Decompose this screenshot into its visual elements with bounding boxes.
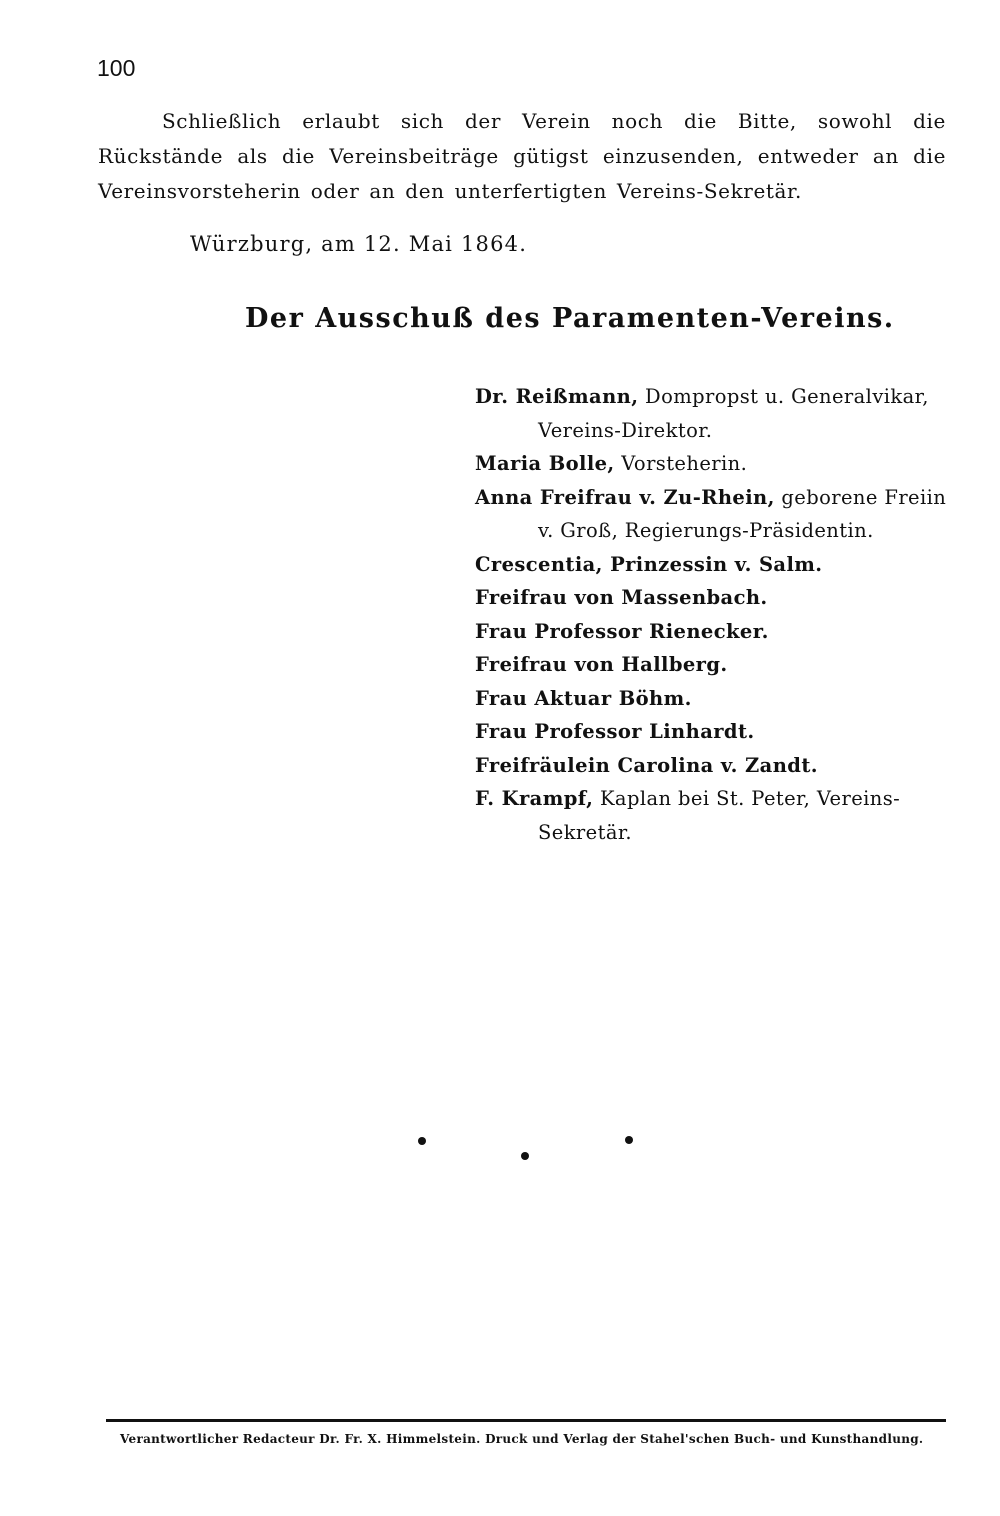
member-entry (475, 782, 955, 849)
signature-heading: Der Ausschuß des Paramenten-Vereins. (245, 303, 895, 334)
member-role: geborene Freiin v. Groß, Regierungs-Präsidentin. (538, 485, 947, 542)
member-name: Anna Freifrau v. Zu-Rhein, (475, 485, 775, 509)
member-entry (475, 715, 955, 749)
member-name: Crescentia, Prinzessin v. Salm. (475, 552, 823, 576)
ornament-dot (418, 1137, 426, 1145)
member-name: Dr. Reißmann, (475, 385, 639, 408)
member-name: Freifrau von Hallberg. (475, 653, 728, 676)
member-entry (475, 682, 955, 716)
member-list (475, 380, 955, 849)
member-entry (475, 581, 955, 615)
member-name: Freifräulein Carolina v. Zandt. (475, 753, 818, 777)
member-entry (475, 380, 955, 447)
dateline: Würzburg, am 12. Mai 1864. (190, 232, 528, 256)
member-name: Maria Bolle, (475, 452, 615, 475)
member-name: F. Krampf, (475, 787, 594, 810)
member-role: Vorsteherin. (621, 452, 748, 475)
member-entry (475, 447, 955, 481)
page-number: 100 (97, 55, 136, 81)
member-name: Frau Aktuar Böhm. (475, 686, 692, 710)
ornament-dot (625, 1136, 633, 1144)
intro-paragraph (98, 104, 946, 209)
footer-imprint: Verantwortlicher Redacteur Dr. Fr. X. Himmelstein. Druck und Verlag der Stahel'schen Buch- und Kunsthandlung. (120, 1432, 924, 1446)
member-name: Frau Professor Rienecker. (475, 619, 769, 643)
member-entry (475, 648, 955, 682)
member-role: Kaplan bei St. Peter, Vereins-Sekretär. (538, 787, 901, 844)
ornament-dot (521, 1152, 529, 1160)
intro-text: Schließlich erlaubt sich der Verein noch die Bitte, sowohl die Rückstände als die Vereinsbeiträge gütigst einzusenden, entweder an die Vereinsvorsteherin oder an den unterfertigten Vereins-Sekretär. (98, 109, 946, 203)
footer-rule (106, 1419, 946, 1422)
member-entry (475, 615, 955, 649)
member-entry (475, 749, 955, 783)
member-name: Freifrau von Massenbach. (475, 586, 768, 609)
member-role: Dompropst u. Generalvikar, Vereins-Direktor. (538, 385, 929, 442)
member-entry (475, 548, 955, 582)
member-entry (475, 481, 955, 548)
member-name: Frau Professor Linhardt. (475, 720, 755, 743)
